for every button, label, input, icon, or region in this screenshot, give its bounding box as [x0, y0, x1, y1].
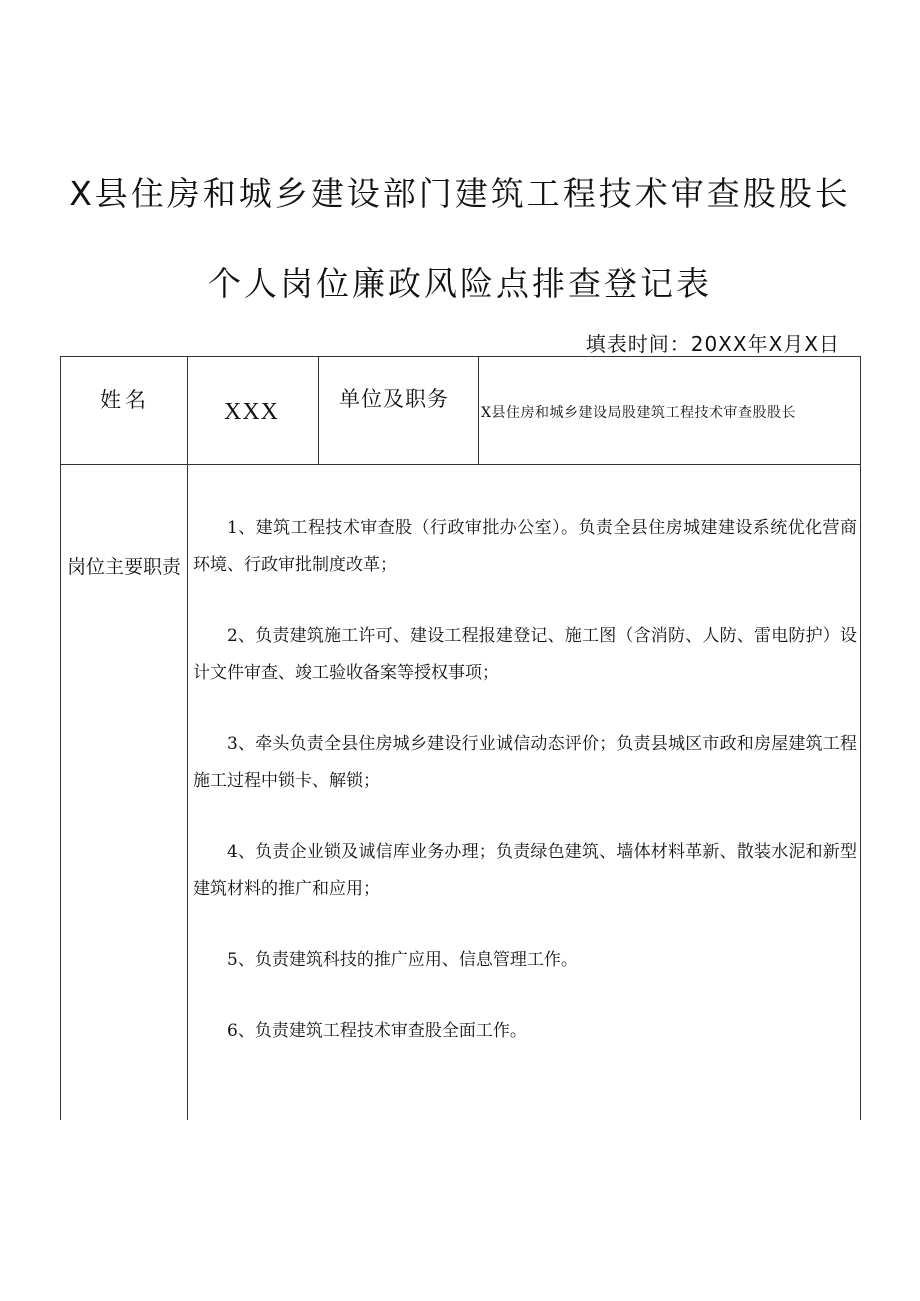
duty-item: 5、负责建筑科技的推广应用、信息管理工作。 [227, 950, 578, 970]
duties-list [193, 510, 857, 1084]
table-border-right [860, 356, 861, 1120]
document-title-line1: X县住房和城乡建设部门建筑工程技术审查股股长 [69, 174, 851, 213]
unit-position-label: 单位及职务 [339, 387, 449, 411]
document-title-line2: 个人岗位廉政风险点排查登记表 [208, 264, 712, 303]
table-border-top [60, 356, 861, 357]
duty-item: 6、负责建筑工程技术审查股全面工作。 [227, 1021, 527, 1041]
duty-item: 1、建筑工程技术审查股（行政审批办公室）。负责全县住房城建建设系统优化营商环境、行政审批制度改革； [193, 518, 857, 575]
duty-item: 3、牵头负责全县住房城乡建设行业诚信动态评价；负责县城区市政和房屋建筑工程施工过程中锁卡、解锁； [193, 734, 857, 791]
fill-date: 填表时间：20XX年X月X日 [585, 332, 840, 356]
table-column-divider [478, 356, 479, 464]
duty-item: 2、负责建筑施工许可、建设工程报建登记、施工图（含消防、人防、雷电防护）设计文件审查、竣工验收备案等授权事项； [193, 626, 857, 683]
duty-item: 4、负责企业锁及诚信库业务办理；负责绿色建筑、墙体材料革新、散装水泥和新型建筑材料的推广和应用； [193, 842, 857, 899]
table-column-divider [318, 356, 319, 464]
unit-position-value: X县住房和城乡建设局股建筑工程技术审查股股长 [481, 405, 796, 421]
duties-label: 岗位主要职责 [66, 556, 181, 578]
name-label: 姓名 [100, 388, 150, 412]
table-border-left [60, 356, 61, 1120]
name-value: XXX [224, 399, 279, 425]
table-column-divider [187, 356, 188, 1120]
table-row-divider [60, 464, 861, 465]
